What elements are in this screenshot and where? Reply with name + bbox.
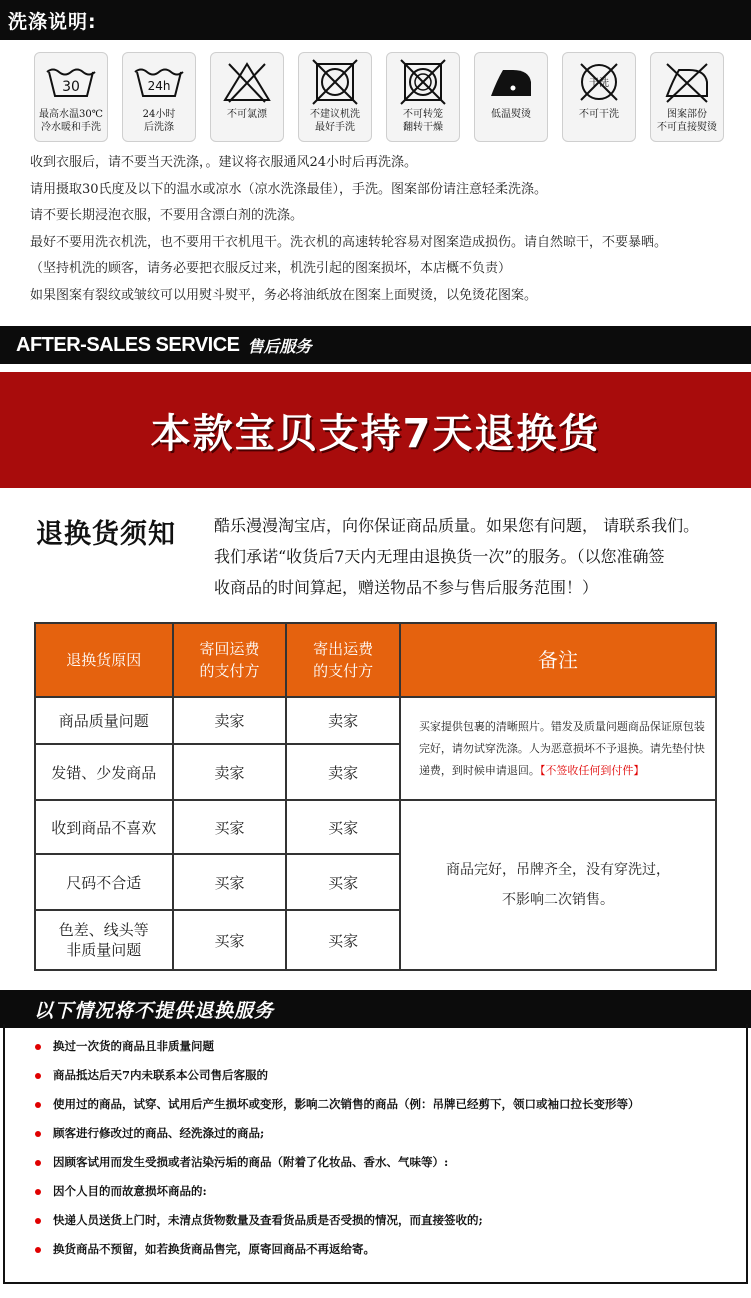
- wash-24h-icon: [131, 58, 187, 106]
- no-dry-clean-icon: [571, 58, 627, 106]
- care-caption: 不可干洗: [579, 109, 619, 120]
- list-item-text: 因个人目的而故意损坏商品的:: [53, 1184, 207, 1198]
- banner-text: 本款宝贝支持7天退换货: [150, 410, 601, 457]
- cell-remarks-buyer: 商品完好，吊牌齐全，没有穿洗过， 不影响二次销售。: [400, 800, 716, 970]
- list-item: [35, 1061, 640, 1090]
- notice-text: [214, 510, 734, 603]
- care-card-low-iron: [474, 52, 548, 142]
- care-caption: 不可氯漂: [227, 109, 267, 120]
- return-fee-table: [34, 622, 717, 971]
- remarks-warning: 【不签收任何到付件】: [539, 763, 645, 777]
- care-card-no-dry-clean: [562, 52, 636, 142]
- dry-clean-label: 干洗: [589, 78, 609, 89]
- list-item: [35, 1119, 640, 1148]
- care-line: 如果图案有裂纹或皱纹可以用熨斗熨平，务必将油纸放在图案上面熨烫，以免烫花图案。: [30, 287, 538, 303]
- care-card-wash-24h: [122, 52, 196, 142]
- table-row: [35, 697, 716, 744]
- notice-line: 酷乐漫漫淘宝店，向你保证商品质量。如果您有问题， 请联系我们。: [214, 516, 700, 535]
- care-caption: 不可转笼 翻转干燥: [403, 109, 443, 133]
- cell-send-fee: 买家: [286, 910, 400, 970]
- cell-reason: 色差、线头等 非质量问题: [35, 910, 173, 970]
- list-item-text: 快递人员送货上门时，未清点货物数量及查看货品质是否受损的情况，而直接签收的;: [53, 1213, 483, 1227]
- cell-return-fee: 买家: [173, 854, 287, 910]
- care-icons-row: [34, 52, 724, 142]
- no-machine-wash-icon: [307, 58, 363, 106]
- wash-time-label: 24h: [147, 79, 171, 93]
- list-item: [35, 1177, 640, 1206]
- care-caption: 最高水温30℃ 冷水暖和手洗: [39, 109, 103, 133]
- care-card-wash-30: [34, 52, 108, 142]
- care-card-no-tumble-dry: [386, 52, 460, 142]
- list-item: [35, 1148, 640, 1177]
- header-remarks: 备注: [400, 623, 716, 697]
- header-return-fee: 寄回运费 的支付方: [173, 623, 287, 697]
- list-item-text: 顾客进行修改过的商品、经洗涤过的商品;: [53, 1126, 265, 1140]
- no-iron-print-icon: [659, 58, 715, 106]
- list-item: [35, 1235, 640, 1264]
- bullet-icon: [35, 1044, 41, 1050]
- list-item: [35, 1090, 640, 1119]
- list-item-text: 商品抵达后天7内未联系本公司售后客服的: [53, 1068, 268, 1082]
- care-caption: 24小时 后洗涤: [142, 109, 176, 133]
- notice-line: 我们承诺“收货后7天内无理由退换货一次”的服务。（以您准确签: [214, 547, 665, 566]
- cell-send-fee: 买家: [286, 854, 400, 910]
- list-item-text: 换货商品不预留，如若换货商品售完，原寄回商品不再返给寄。: [53, 1242, 375, 1256]
- cell-reason: 发错、少发商品: [35, 744, 173, 800]
- after-sales-header: [0, 326, 751, 364]
- care-caption: 不建议机洗 最好手洗: [310, 109, 360, 133]
- wash-temp-label: 30: [62, 79, 80, 95]
- list-item: [35, 1206, 640, 1235]
- cell-send-fee: 买家: [286, 800, 400, 854]
- care-text: [30, 150, 745, 309]
- cell-send-fee: 卖家: [286, 744, 400, 800]
- low-iron-icon: [483, 58, 539, 106]
- no-return-title: 以下情况将不提供退换服务: [34, 999, 275, 1022]
- cell-return-fee: 卖家: [173, 697, 287, 744]
- care-line: （坚持机洗的顾客，请务必要把衣服反过来，机洗引起的图案损坏，本店概不负责）: [30, 261, 512, 276]
- list-item-text: 因顾客试用而发生受损或者沾染污垢的商品（附着了化妆品、香水、气味等）:: [53, 1155, 449, 1169]
- no-tumble-dry-icon: [395, 58, 451, 106]
- bullet-icon: [35, 1189, 41, 1195]
- cell-return-fee: 卖家: [173, 744, 287, 800]
- cell-reason: 尺码不合适: [35, 854, 173, 910]
- remarks-text: 买家提供包裹的清晰照片。错发及质量问题商品保证原包装完好，请勿试穿洗涤。人为恶意损坏不予退换。请先垫付快递费，到时候申请退回。: [418, 719, 705, 777]
- care-card-no-bleach: [210, 52, 284, 142]
- care-line: 最好不要用洗衣机洗，也不要用干衣机甩干。洗衣机的高速转轮容易对图案造成损伤。请自然晾干，不要暴晒。: [30, 234, 668, 250]
- after-sales-title-cn: 售后服务: [247, 336, 312, 356]
- cell-return-fee: 买家: [173, 910, 287, 970]
- wash-instructions-title: 洗涤说明:: [8, 10, 97, 33]
- table-row: [35, 800, 716, 854]
- list-item-text: 使用过的商品，试穿、试用后产生损坏或变形，影响二次销售的商品（例：吊牌已经剪下，领口或袖口拉长变形等）: [53, 1097, 640, 1111]
- wash-30-icon: [43, 58, 99, 106]
- care-line: 收到衣服后，请不要当天洗涤，。建议将衣服通风24小时后再洗涤。: [30, 155, 418, 170]
- cell-return-fee: 买家: [173, 800, 287, 854]
- after-sales-title-en: AFTER-SALES SERVICE: [16, 333, 240, 356]
- bullet-icon: [35, 1247, 41, 1253]
- bullet-icon: [35, 1073, 41, 1079]
- cell-reason: 收到商品不喜欢: [35, 800, 173, 854]
- bullet-icon: [35, 1131, 41, 1137]
- no-return-list-box: [3, 1024, 748, 1284]
- wash-instructions-header: [0, 0, 751, 40]
- care-line: 请不要长期浸泡衣服，不要用含漂白剂的洗涤。: [30, 208, 304, 223]
- no-return-list: [35, 1032, 640, 1264]
- care-caption: 图案部份 不可直接熨烫: [657, 109, 717, 133]
- no-return-header: [0, 990, 751, 1028]
- bullet-icon: [35, 1160, 41, 1166]
- return-policy-banner: [0, 372, 751, 488]
- notice-line: 收商品的时间算起，赠送物品不参与售后服务范围！）: [214, 578, 599, 597]
- cell-remarks-seller: [400, 697, 716, 800]
- table-header-row: [35, 623, 716, 697]
- bullet-icon: [35, 1102, 41, 1108]
- notice-title: 退换货须知: [36, 519, 176, 550]
- list-item: [35, 1032, 640, 1061]
- care-line: 请用摄取30氏度及以下的温水或凉水（凉水洗涤最佳），手洗。图案部份请注意轻柔洗涤。: [30, 181, 548, 197]
- care-card-no-iron-print: [650, 52, 724, 142]
- care-card-no-machine-wash: [298, 52, 372, 142]
- list-item-text: 换过一次货的商品且非质量问题: [53, 1039, 214, 1053]
- no-bleach-icon: [219, 58, 275, 106]
- care-caption: 低温熨烫: [491, 109, 531, 120]
- cell-send-fee: 卖家: [286, 697, 400, 744]
- cell-reason: 商品质量问题: [35, 697, 173, 744]
- header-reason: 退换货原因: [35, 623, 173, 697]
- bullet-icon: [35, 1218, 41, 1224]
- header-send-fee: 寄出运费 的支付方: [286, 623, 400, 697]
